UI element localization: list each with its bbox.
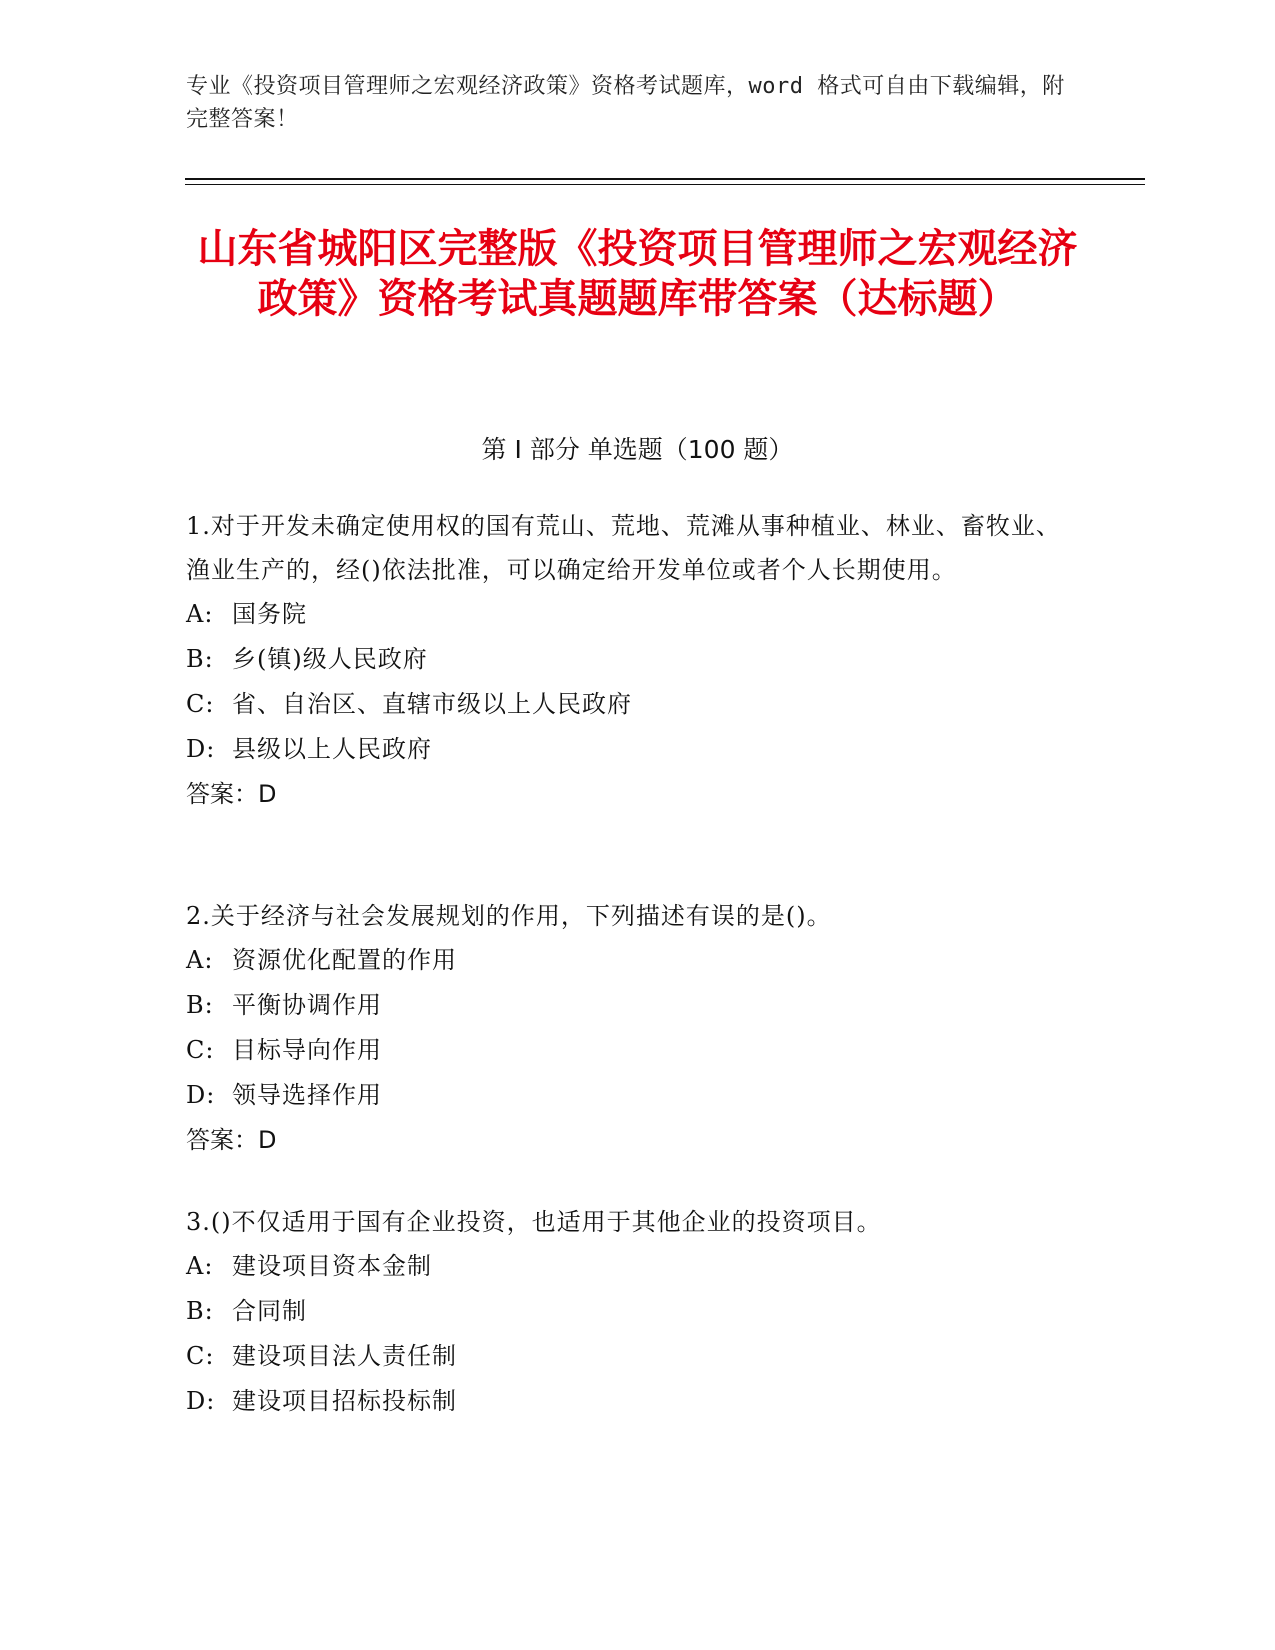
option-letter: C:: [186, 1036, 215, 1064]
option-text: 建设项目法人责任制: [232, 1342, 457, 1370]
option-text: 县级以上人民政府: [232, 735, 432, 763]
option-text: 建设项目招标投标制: [232, 1387, 457, 1415]
option-letter: A:: [186, 946, 214, 974]
option-a: [186, 1244, 1066, 1289]
header-note: 专业《投资项目管理师之宏观经济政策》资格考试题库，word 格式可自由下载编辑，附完整答案！: [186, 74, 1065, 132]
question-2: [186, 894, 1066, 1163]
option-letter: A:: [186, 1252, 214, 1280]
question-stem: 2.关于经济与社会发展规划的作用，下列描述有误的是()。: [186, 902, 832, 930]
option-letter: B:: [186, 991, 214, 1019]
option-text: 乡(镇)级人民政府: [232, 645, 428, 673]
question-3: [186, 1200, 1066, 1424]
document-title: 山东省城阳区完整版《投资项目管理师之宏观经济政策》资格考试真题题库带答案（达标题）: [197, 226, 1078, 322]
option-b: [186, 983, 1066, 1028]
option-text: 省、自治区、直辖市级以上人民政府: [232, 690, 632, 718]
option-c: [186, 1028, 1066, 1073]
option-letter: C:: [186, 1342, 215, 1370]
option-text: 建设项目资本金制: [232, 1252, 432, 1280]
header-rule-thin: [185, 184, 1145, 185]
option-letter: D:: [186, 735, 216, 763]
option-text: 平衡协调作用: [232, 991, 382, 1019]
question-stem: 1.对于开发未确定使用权的国有荒山、荒地、荒滩从事种植业、林业、畜牧业、渔业生产的，经()依法批准，可以确定给开发单位或者个人长期使用。: [186, 512, 1061, 584]
option-c: [186, 682, 1066, 727]
option-text: 领导选择作用: [232, 1081, 382, 1109]
question-1: [186, 504, 1066, 817]
option-d: [186, 1073, 1066, 1118]
option-a: [186, 938, 1066, 983]
option-b: [186, 1289, 1066, 1334]
option-text: 合同制: [232, 1297, 307, 1325]
header-rule-thick: [185, 178, 1145, 180]
option-letter: D:: [186, 1081, 216, 1109]
option-c: [186, 1334, 1066, 1379]
option-a: [186, 592, 1066, 637]
option-b: [186, 637, 1066, 682]
option-letter: A:: [186, 600, 214, 628]
answer-line: 答案：D: [186, 780, 277, 808]
option-text: 国务院: [232, 600, 307, 628]
option-d: [186, 1379, 1066, 1424]
option-text: 资源优化配置的作用: [232, 946, 457, 974]
option-d: [186, 727, 1066, 772]
section-heading: 第 I 部分 单选题（100 题）: [481, 435, 794, 464]
question-stem: 3.()不仅适用于国有企业投资，也适用于其他企业的投资项目。: [186, 1208, 882, 1236]
option-letter: D:: [186, 1387, 216, 1415]
option-letter: B:: [186, 645, 214, 673]
option-letter: C:: [186, 690, 215, 718]
answer-line: 答案：D: [186, 1126, 277, 1154]
option-text: 目标导向作用: [232, 1036, 382, 1064]
option-letter: B:: [186, 1297, 214, 1325]
